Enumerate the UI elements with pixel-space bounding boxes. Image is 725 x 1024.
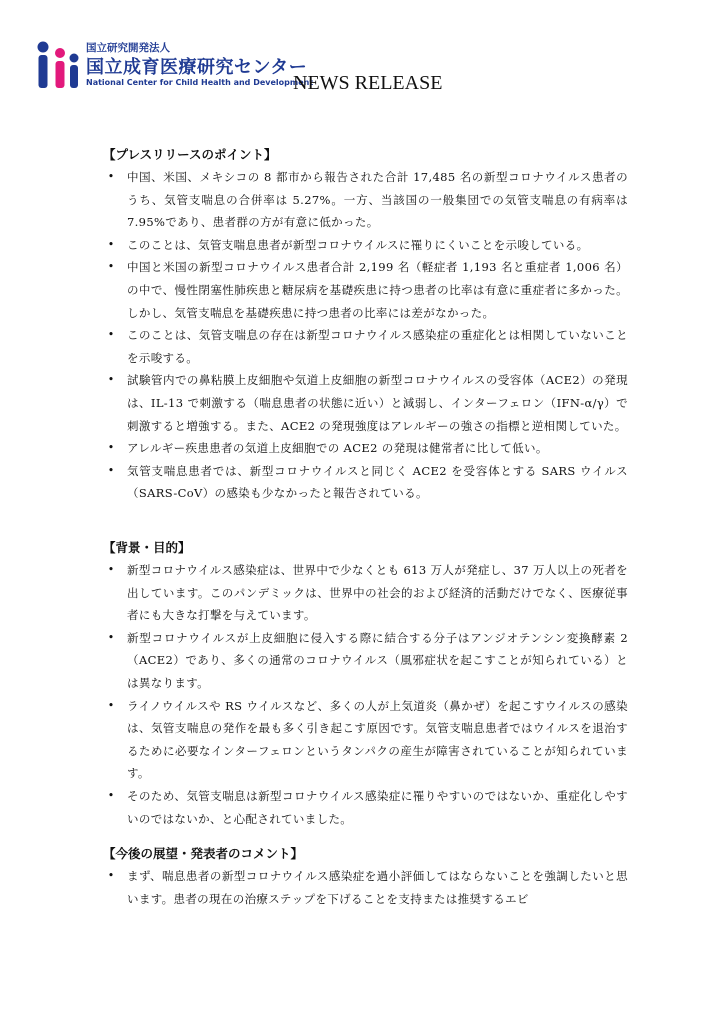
list-item-text: 試験管内での鼻粘膜上皮細胞や気道上皮細胞の新型コロナウイルスの受容体（ACE2）の発現は、IL-13 で刺激する（喘息患者の状態に近い）と減弱し、インターフェロン（IFN-α/γ）で刺激すると増強する。また、ACE2 の発現強度はアレルギーの強さの指標と逆相関していた。	[127, 373, 628, 433]
section-points	[103, 144, 628, 505]
bullet-dot-icon: •	[107, 237, 115, 251]
bullet-list	[103, 166, 628, 505]
section-heading: 【背景・目的】	[103, 540, 191, 555]
ncchd-logo	[36, 40, 314, 90]
bullet-dot-icon: •	[107, 260, 115, 274]
bullet-dot-icon: •	[107, 698, 115, 712]
list-item-text: 気管支喘息患者では、新型コロナウイルスと同じく ACE2 を受容体とする SARS ウイルス（SARS-CoV）の感染も少なかったと報告されている。	[127, 463, 628, 501]
bullet-dot-icon: •	[107, 563, 115, 576]
logo-english-label: National Center for Child Health and Development	[86, 78, 314, 87]
list-item-text: 中国と米国の新型コロナウイルス患者合計 2,199 名（軽症者 1,193 名と重症者 1,006 名）の中で、慢性閉塞性肺疾患と糖尿病を基礎疾患に持つ患者の比率は有意に重症者に多かった。しかし、気管支喘息を基礎疾患に持つ患者の比率には差がなかった。	[127, 260, 628, 320]
logo-org-label: 国立研究開発法人	[86, 42, 170, 54]
list-item-text: このことは、気管支喘息患者が新型コロナウイルスに罹りにくいことを示唆している。	[127, 237, 589, 252]
bullet-dot-icon: •	[107, 170, 115, 183]
list-item-text: アレルギー疾患患者の気道上皮細胞での ACE2 の発現は健常者に比して低い。	[127, 441, 548, 456]
section-background	[103, 537, 628, 830]
list-item-text: 新型コロナウイルスが上皮細胞に侵入する際に結合する分子はアンジオテンシン変換酵素 2（ACE2）であり、多くの通常のコロナウイルス（風邪症状を起こすことが知られている）とは異なります。	[127, 630, 628, 690]
logo-name-label: 国立成育医療研究センター	[86, 57, 308, 78]
list-item	[103, 695, 628, 785]
list-item	[103, 369, 628, 437]
bullet-dot-icon: •	[107, 328, 115, 342]
list-item-text: 新型コロナウイルス感染症は、世界中で少なくとも 613 万人が発症し、37 万人以上の死者を出しています。このパンデミックは、世界中の社会的および経済的活動だけでなく、医療従事者にも大きな打撃を与えています。	[127, 563, 628, 623]
list-item-text: そのため、気管支喘息は新型コロナウイルス感染症に罹りやすいのではないか、重症化しやすいのではないか、と心配されていました。	[127, 788, 628, 826]
list-item	[103, 166, 628, 234]
bullet-list	[103, 865, 628, 910]
list-item	[103, 627, 628, 695]
section-heading: 【今後の展望・発表者のコメント】	[103, 846, 304, 861]
list-item	[103, 785, 628, 830]
list-item-text: このことは、気管支喘息の存在は新型コロナウイルス感染症の重症化とは相関していないことを示唆する。	[127, 328, 628, 365]
bullet-dot-icon: •	[107, 463, 115, 477]
bullet-list	[103, 559, 628, 830]
list-item-text: まず、喘息患者の新型コロナウイルス感染症を過小評価してはならないことを強調したいと思います。患者の現在の治療ステップを下げることを支持または推奨するエビ	[127, 869, 628, 906]
section-heading: 【プレスリリースのポイント】	[103, 147, 277, 162]
page-title: NEWS RELEASE	[293, 72, 443, 94]
list-item	[103, 324, 628, 369]
bullet-dot-icon: •	[107, 441, 115, 455]
list-item-text: ライノウイルスや RS ウイルスなど、多くの人が上気道炎（鼻かぜ）を起こすウイルスの感染は、気管支喘息の発作を最も多く引き起こす原因です。気管支喘息患者ではウイルスを退治するために必要なインターフェロンというタンパクの産生が障害されていることが知られています。	[127, 698, 628, 781]
bullet-dot-icon: •	[107, 373, 115, 387]
list-item	[103, 234, 628, 257]
section-outlook	[103, 843, 628, 910]
list-item	[103, 559, 628, 627]
list-item	[103, 460, 628, 505]
logo-mark-icon	[36, 40, 82, 90]
list-item	[103, 437, 628, 460]
bullet-dot-icon: •	[107, 869, 115, 882]
bullet-dot-icon: •	[107, 630, 115, 644]
bullet-dot-icon: •	[107, 788, 115, 802]
list-item-text: 中国、米国、メキシコの 8 都市から報告された合計 17,485 名の新型コロナウイルス患者のうち、気管支喘息の合併率は 5.27%。一方、当該国の一般集団での気管支喘息の有病率は 7.95%であり、患者群の方が有意に低かった。	[127, 170, 628, 230]
list-item	[103, 256, 628, 324]
list-item	[103, 865, 628, 910]
